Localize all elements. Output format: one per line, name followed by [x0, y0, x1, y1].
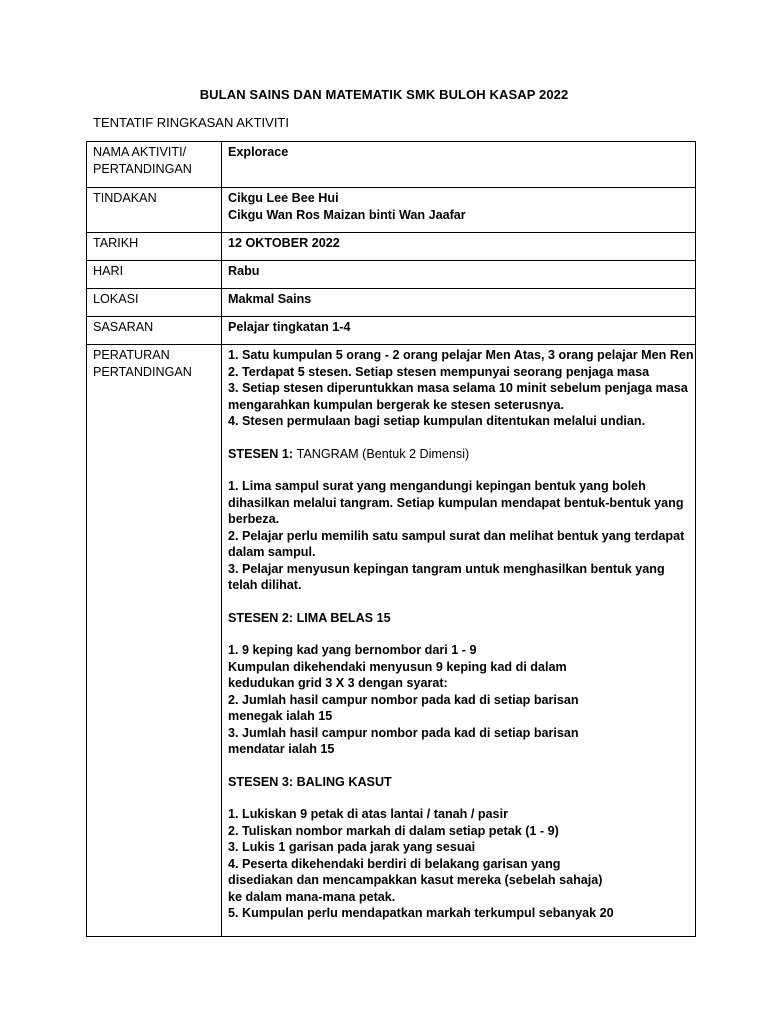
rule-line: ke dalam mana-mana petak.	[228, 889, 396, 904]
row-tarikh	[87, 233, 696, 261]
rule-line: 2. Pelajar perlu memilih satu sampul surat dan melihat bentuk yang terdapat	[228, 528, 685, 543]
rule-line: 3. Lukis 1 garisan pada jarak yang sesuai	[228, 840, 476, 854]
label-peraturan	[87, 345, 222, 937]
rule-line: 2. Jumlah hasil campur nombor pada kad di setiap barisan	[228, 692, 579, 707]
row-sasaran	[87, 317, 696, 345]
rule-line: menegak ialah 15	[228, 709, 333, 723]
value-peraturan	[222, 345, 696, 937]
value-nama-aktiviti: Explorace	[222, 142, 696, 188]
row-tindakan	[87, 188, 696, 233]
rule-line: telah dilihat.	[228, 578, 302, 592]
label-hari: HARI	[87, 261, 222, 289]
tindakan-person-2: Cikgu Wan Ros Maizan binti Wan Jaafar	[228, 207, 466, 222]
rule-line: 4. Peserta dikehendaki berdiri di belakang garisan yang	[228, 856, 561, 871]
rule-line: 1. Lukiskan 9 petak di atas lantai / tanah / pasir	[228, 807, 508, 821]
label-nama-aktiviti	[87, 142, 222, 188]
rule-line: 3. Setiap stesen diperuntukkan masa selama 10 minit sebelum penjaga masa	[228, 381, 688, 395]
rule-line: mengarahkan kumpulan bergerak ke stesen seterusnya.	[228, 397, 564, 412]
rule-line: kedudukan grid 3 X 3 dengan syarat:	[228, 676, 448, 690]
label-sasaran: SASARAN	[87, 317, 222, 345]
stesen-1-heading-bold: STESEN 1:	[228, 446, 297, 461]
label-nama-line-1: NAMA AKTIVITI/	[93, 145, 187, 159]
rule-line: Kumpulan dikehendaki menyusun 9 keping kad di dalam	[228, 659, 567, 674]
label-peraturan-line-1: PERATURAN	[93, 348, 170, 362]
label-lokasi: LOKASI	[87, 289, 222, 317]
label-peraturan-line-2: PERTANDINGAN	[93, 364, 192, 379]
value-tindakan	[222, 188, 696, 233]
rule-line: 3. Jumlah hasil campur nombor pada kad di setiap barisan	[228, 725, 579, 740]
row-peraturan	[87, 345, 696, 937]
document-title: BULAN SAINS DAN MATEMATIK SMK BULOH KASAP 2022	[199, 87, 569, 102]
rule-line: dihasilkan melalui tangram. Setiap kumpulan mendapat bentuk-bentuk yang	[228, 495, 684, 510]
rule-line: mendatar ialah 15	[228, 742, 335, 756]
rule-line: dalam sampul.	[228, 545, 316, 559]
rule-line: 3. Pelajar menyusun kepingan tangram untuk menghasilkan bentuk yang	[228, 561, 665, 576]
stesen-3-rules	[228, 806, 689, 922]
stesen-1-heading	[228, 446, 689, 463]
rule-line: 1. Lima sampul surat yang mengandungi kepingan bentuk yang boleh	[228, 479, 646, 493]
tindakan-person-1: Cikgu Lee Bee Hui	[228, 191, 339, 205]
value-sasaran: Pelajar tingkatan 1-4	[222, 317, 696, 345]
stesen-2-heading: STESEN 2: LIMA BELAS 15	[228, 610, 391, 625]
activity-table	[86, 141, 696, 937]
document-subtitle: TENTATIF RINGKASAN AKTIVITI	[93, 115, 289, 130]
rule-line: 5. Kumpulan perlu mendapatkan markah terkumpul sebanyak 20	[228, 906, 614, 920]
value-tarikh: 12 OKTOBER 2022	[222, 233, 696, 261]
row-hari	[87, 261, 696, 289]
rule-line: berbeza.	[228, 512, 280, 526]
stesen-1-heading-normal: TANGRAM (Bentuk 2 Dimensi)	[296, 446, 470, 461]
general-rules	[228, 347, 694, 430]
value-lokasi: Makmal Sains	[222, 289, 696, 317]
rule-line: 1. Satu kumpulan 5 orang - 2 orang pelajar Men Atas, 3 orang pelajar Men Ren	[228, 348, 694, 362]
stesen-2-rules	[228, 642, 689, 758]
rule-line: disediakan dan mencampakkan kasut mereka (sebelah sahaja)	[228, 873, 603, 887]
row-lokasi	[87, 289, 696, 317]
row-nama-aktiviti	[87, 142, 696, 188]
stesen-3-heading: STESEN 3: BALING KASUT	[228, 774, 392, 789]
label-nama-line-2: PERTANDINGAN	[93, 161, 192, 176]
rule-line: 2. Tuliskan nombor markah di dalam setiap petak (1 - 9)	[228, 823, 559, 838]
rule-line: 4. Stesen permulaan bagi setiap kumpulan ditentukan melalui undian.	[228, 414, 646, 428]
stesen-1-rules	[228, 478, 689, 594]
label-tarikh: TARIKH	[87, 233, 222, 261]
value-hari: Rabu	[222, 261, 696, 289]
rule-line: 1. 9 keping kad yang bernombor dari 1 - 9	[228, 643, 477, 657]
rule-line: 2. Terdapat 5 stesen. Setiap stesen mempunyai seorang penjaga masa	[228, 364, 650, 379]
label-tindakan: TINDAKAN	[87, 188, 222, 233]
